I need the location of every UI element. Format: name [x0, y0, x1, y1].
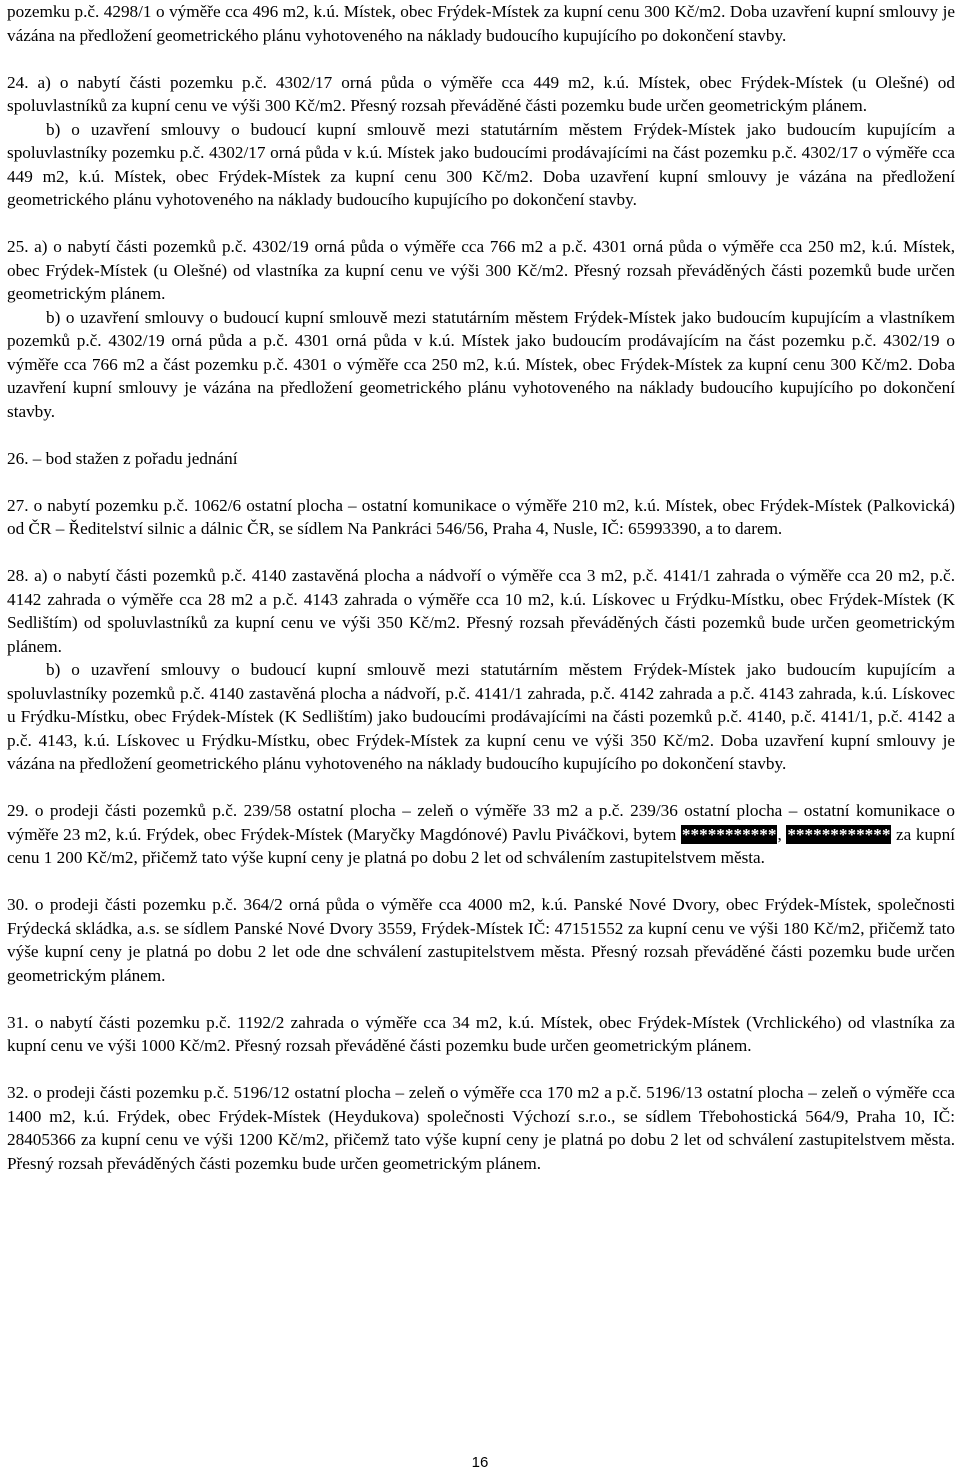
item-27: 27. o nabytí pozemku p.č. 1062/6 ostatní plocha – ostatní komunikace o výměře 210 m2, k.ú. Místek, obec Frýdek-Místek (Palkovická) od ČR – Ředitelství silnic a dálnic ČR, se sídlem Na Pankráci 546/56, Praha 4, Nusle, IČ: 65993390, a to darem.: [7, 495, 955, 538]
paragraph-continuation: pozemku p.č. 4298/1 o výměře cca 496 m2, k.ú. Místek, obec Frýdek-Místek za kupní cenu 300 Kč/m2. Doba uzavření kupní smlouvy je vázána na předložení geometrického plánu vyhotoveného na náklady budoucího kupujícího po dokončení stavby.: [7, 2, 955, 45]
item-29-text-start: 29. o prodeji části pozemků p.č. 239/58 ostatní plocha – zeleň o výměře 33 m2 a p.č. 239/36 ostatní plocha – ostatní komunikace o výměře 23 m2, k.ú. Frýdek, obec Frýdek-Místek (Maryčky Magdónové) Pavlu Piváčkovi, bytem: [7, 801, 955, 844]
redacted-address-2: ************: [787, 824, 891, 844]
redacted-address-1: ***********: [681, 824, 777, 844]
item-32: 32. o prodeji části pozemku p.č. 5196/12 ostatní plocha – zeleň o výměře cca 170 m2 a p.č. 5196/13 ostatní plocha – zeleň o výměře cca 1400 m2, k.ú. Frýdek, obec Frýdek-Místek (Heydukova) společnosti Výchozí s.r.o., se sídlem Třebohostická 564/9, Praha 10, IČ: 28405366 za kupní cenu ve výši 1200 Kč/m2, přičemž tato výše kupní ceny je platná po dobu 2 let od schválení zastupitelstvem města. Přesný rozsah převáděných části pozemku bude určen geometrickým plánem.: [7, 1083, 955, 1173]
item-24a: 24. a) o nabytí části pozemku p.č. 4302/17 orná půda o výměře cca 449 m2, k.ú. Místek, obec Frýdek-Místek (u Olešné) od spoluvlastníků za kupní cenu ve výši 300 Kč/m2. Přesný rozsah převáděné části pozemku bude určen geometrickým plánem.: [7, 72, 955, 115]
page-number: 16: [471, 1454, 489, 1471]
item-28b: b) o uzavření smlouvy o budoucí kupní smlouvě mezi statutárním městem Frýdek-Místek jako budoucím kupujícím a spoluvlastníky pozemků p.č. 4140 zastavěná plocha a nádvoří, p.č. 4141/1 zahrada, p.č. 4142 zahrada a p.č. 4143 zahrada, k.ú. Lískovec u Frýdku-Místku, obec Frýdek-Místek (K Sedlištím) jako budoucími prodávajícími na části pozemků p.č. 4140, p.č. 4141/1, p.č. 4142 a p.č. 4143, k.ú. Lískovec u Frýdku-Místku, obec Frýdek-Místek za kupní cenu ve výši 350 Kč/m2. Doba uzavření kupní smlouvy je vázána na předložení geometrického plánu vyhotoveného na náklady budoucího kupujícího po dokončení stavby.: [7, 660, 955, 773]
item-30: 30. o prodeji části pozemku p.č. 364/2 orná půda o výměře cca 4000 m2, k.ú. Panské Nové Dvory, obec Frýdek-Místek, společnosti Frýdecká skládka, a.s. se sídlem Panské Nové Dvory 3559, Frýdek-Místek IČ: 47151552 za kupní cenu ve výši 180 Kč/m2, přičemž tato výše kupní ceny je platná po dobu 2 let ode dne schválení zastupitelstvem města. Přesný rozsah převáděné části pozemku bude určen geometrickým plánem.: [7, 895, 955, 985]
item-29: [7, 799, 955, 870]
item-26: 26. – bod stažen z pořadu jednání: [7, 448, 238, 468]
item-29-text-end: za kupní cenu 1 200 Kč/m2, přičemž tato výše kupní ceny je platná po dobu 2 let od schválením zastupitelstvem města.: [7, 824, 955, 867]
document-page: [7, 0, 955, 1175]
item-24b: b) o uzavření smlouvy o budoucí kupní smlouvě mezi statutárním městem Frýdek-Místek jako budoucím kupujícím a spoluvlastníky pozemku p.č. 4302/17 orná půda v k.ú. Místek jako budoucími prodávajícími na část pozemku p.č. 4302/17 o výměře cca 449 m2, k.ú. Místek, obec Frýdek-Místek za kupní cenu 300 Kč/m2. Doba uzavření kupní smlouvy je vázána na předložení geometrického plánu vyhotoveného na náklady budoucího kupujícího po dokončení stavby.: [7, 119, 955, 209]
item-29-separator: ,: [777, 824, 787, 844]
item-28a: 28. a) o nabytí části pozemků p.č. 4140 zastavěná plocha a nádvoří o výměře cca 3 m2, p.č. 4141/1 zahrada o výměře cca 20 m2, p.č. 4142 zahrada o výměře cca 28 m2 a p.č. 4143 zahrada o výměře cca 10 m2, k.ú. Lískovec u Frýdku-Místku, obec Frýdek-Místek (K Sedlištím) od spoluvlastníků za kupní cenu ve výši 350 Kč/m2. Přesný rozsah převáděných části pozemků bude určen geometrickým plánem.: [7, 566, 955, 656]
item-31: 31. o nabytí části pozemku p.č. 1192/2 zahrada o výměře cca 34 m2, k.ú. Místek, obec Frýdek-Místek (Vrchlického) od vlastníka za kupní cenu ve výši 1000 Kč/m2. Přesný rozsah převáděné části pozemku bude určen geometrickým plánem.: [7, 1012, 955, 1055]
item-25b: b) o uzavření smlouvy o budoucí kupní smlouvě mezi statutárním městem Frýdek-Místek jako budoucím kupujícím a vlastníkem pozemků p.č. 4302/19 orná půda a p.č. 4301 orná půda v k.ú. Místek jako budoucím prodávajícím na část pozemku p.č. 4302/19 o výměře cca 766 m2 a část pozemku p.č. 4301 o výměře cca 250 m2, k.ú. Místek, obec Frýdek-Místek za kupní cenu 300 Kč/m2. Doba uzavření kupní smlouvy je vázána na předložení geometrického plánu vyhotoveného na náklady budoucího kupujícího po dokončení stavby.: [7, 307, 955, 421]
item-25a: 25. a) o nabytí části pozemků p.č. 4302/19 orná půda o výměře cca 766 m2 a p.č. 4301 orná půda o výměře cca 250 m2, k.ú. Místek, obec Frýdek-Místek (u Olešné) od vlastníka za kupní cenu ve výši 300 Kč/m2. Přesný rozsah převáděných části pozemků bude určen geometrickým plánem.: [7, 237, 955, 303]
